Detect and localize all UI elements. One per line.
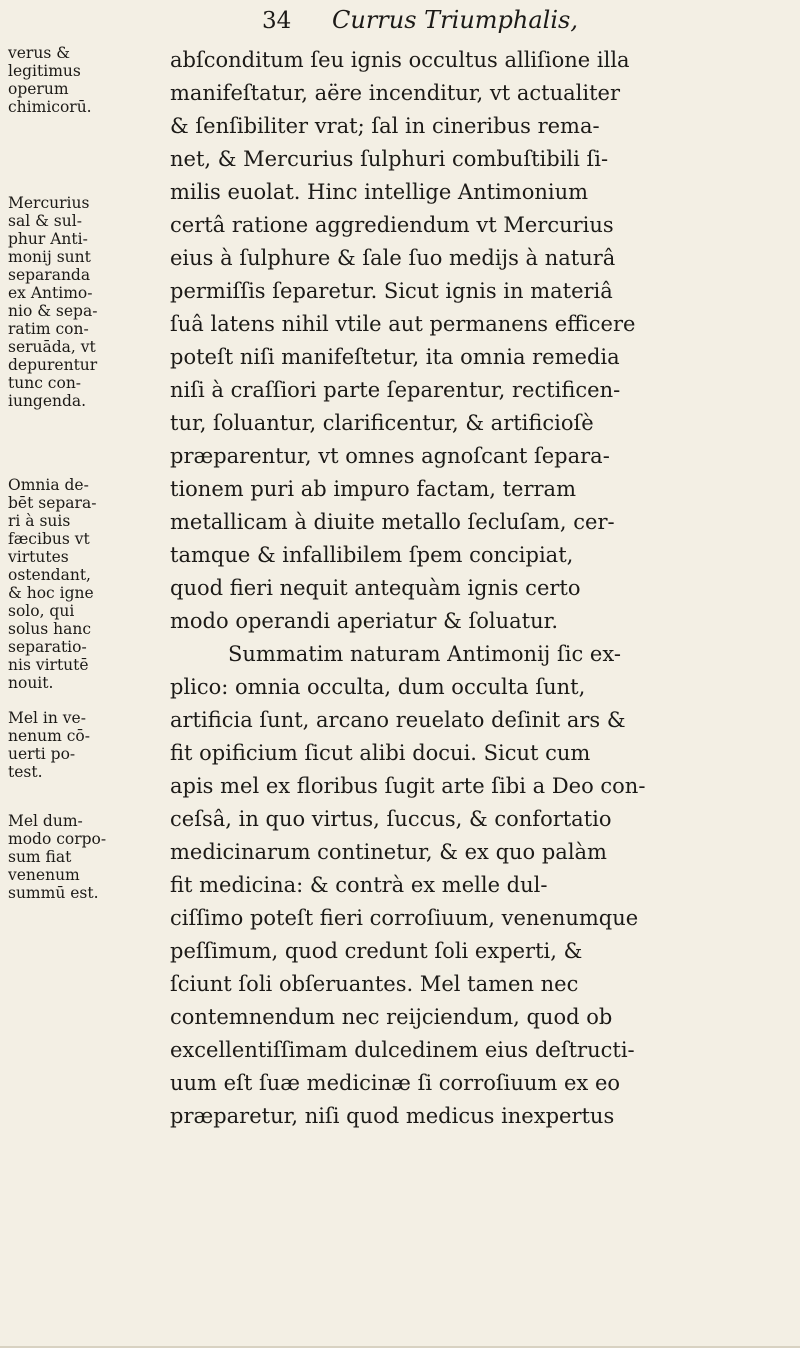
- text-line: ſciunt ſoli obſeruantes. Mel tamen nec: [170, 972, 579, 996]
- text-line: plico: omnia occulta, dum occulta ſunt,: [170, 675, 586, 699]
- text-line: certâ ratione aggrediendum vt Mercurius: [170, 213, 614, 237]
- text-line: medicinarum continetur, & ex quo palàm: [170, 840, 607, 864]
- text-line: fit opificium ſicut alibi docui. Sicut cum: [170, 741, 591, 765]
- text-line: quod fieri nequit antequàm ignis certo: [170, 576, 581, 600]
- text-line: ciſſimo poteſt fieri corroſiuum, venenumque: [170, 906, 639, 930]
- text-line: præparentur, vt omnes agnoſcant ſepara-: [170, 444, 610, 468]
- text-line: peſſimum, quod credunt ſoli experti, &: [170, 939, 583, 963]
- text-line: net, & Mercurius ſulphuri combuſtibili ſi-: [170, 147, 609, 171]
- running-title: Currus Triumphalis,: [332, 6, 578, 34]
- text-line: contemnendum nec reijciendum, quod ob: [170, 1005, 613, 1029]
- text-line: excellentiſſimam dulcedinem eius deſtructi-: [170, 1038, 635, 1062]
- page-header: [262, 6, 782, 40]
- text-line: uum eſt ſuæ medicinæ ſi corroſiuum ex eo: [170, 1071, 621, 1095]
- text-line: milis euolat. Hinc intellige Antimonium: [170, 180, 589, 204]
- text-line: apis mel ex floribus ſugit arte ſibi a Deo con-: [170, 774, 646, 798]
- text-line: præparetur, niſi quod medicus inexpertus: [170, 1104, 615, 1128]
- text-line: tur, ſoluantur, clarificentur, & artificioſè: [170, 411, 594, 435]
- text-line: & ſenſibiliter vrat; ſal in cineribus rema-: [170, 114, 600, 138]
- text-line: modo operandi aperiatur & ſoluatur.: [170, 609, 559, 633]
- text-line: permiſſis ſeparetur. Sicut ignis in materiâ: [170, 279, 613, 303]
- text-line: tamque & infallibilem ſpem concipiat,: [170, 543, 574, 567]
- marginal-note: Mercurius sal & sul- phur Anti- monij sunt separanda ex Antimo- nio & sepa- ratim con- seruāda, vt depurentur tunc con- iungenda.: [8, 194, 98, 410]
- text-line: artificia ſunt, arcano reuelato deſinit ars &: [170, 708, 626, 732]
- marginal-note: Mel in ve- nenum cō- uerti po- test.: [8, 709, 90, 781]
- text-line: manifeſtatur, aëre incenditur, vt actualiter: [170, 81, 620, 105]
- page-number: 34: [262, 8, 292, 34]
- marginal-note: Omnia de- bēt separa- ri à suis fæcibus vt virtutes ostendant, & hoc igne solo, qui solus hanc separatio- nis virtutē nouit.: [8, 476, 97, 692]
- text-line: niſi à craſſiori parte ſeparentur, rectificen-: [170, 378, 621, 402]
- text-line: metallicam à diuite metallo ſecluſam, cer-: [170, 510, 615, 534]
- text-line: poteſt niſi manifeſtetur, ita omnia remedia: [170, 345, 620, 369]
- text-line: abſconditum ſeu ignis occultus alliſione illa: [170, 48, 630, 72]
- text-line: ceſsâ, in quo virtus, ſuccus, & confortatio: [170, 807, 612, 831]
- text-line: Summatim naturam Antimonij ſic ex-: [228, 642, 621, 666]
- text-line: eius à ſulphure & ſale ſuo medijs à naturâ: [170, 246, 616, 270]
- text-line: tionem puri ab impuro factam, terram: [170, 477, 576, 501]
- body-text: [170, 44, 792, 1133]
- marginal-note: verus & legitimus operum chimicorū.: [8, 44, 92, 116]
- text-line: ſuâ latens nihil vtile aut permanens efficere: [170, 312, 636, 336]
- text-line: fit medicina: & contrà ex melle dul-: [170, 873, 548, 897]
- marginal-note: Mel dum- modo corpo- sum fiat venenum summū est.: [8, 812, 107, 902]
